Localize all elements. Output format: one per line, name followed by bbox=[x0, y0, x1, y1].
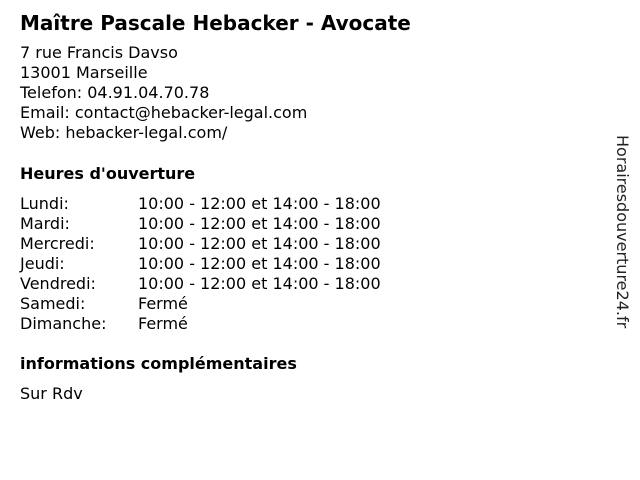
day-label: Dimanche: bbox=[20, 314, 107, 333]
day-hours: 10:00 - 12:00 et 14:00 - 18:00 bbox=[138, 234, 381, 253]
day-label: Mercredi: bbox=[20, 234, 95, 253]
email-line[interactable]: Email: contact@hebacker-legal.com bbox=[20, 103, 308, 122]
day-label: Jeudi: bbox=[20, 254, 65, 273]
street-line: 7 rue Francis Davso bbox=[20, 43, 178, 62]
hours-heading: Heures d'ouverture bbox=[20, 164, 196, 183]
hours-row-sunday bbox=[20, 314, 381, 334]
day-label: Lundi: bbox=[20, 194, 69, 213]
info-text: Sur Rdv bbox=[20, 384, 83, 403]
address-block bbox=[20, 43, 307, 143]
hours-row-monday bbox=[20, 194, 381, 214]
day-hours: 10:00 - 12:00 et 14:00 - 18:00 bbox=[138, 254, 381, 273]
day-label: Vendredi: bbox=[20, 274, 96, 293]
hours-row-saturday bbox=[20, 294, 381, 314]
hours-row-thursday bbox=[20, 254, 381, 274]
hours-list bbox=[20, 194, 381, 334]
day-hours: Fermé bbox=[138, 314, 188, 333]
day-hours: 10:00 - 12:00 et 14:00 - 18:00 bbox=[138, 214, 381, 233]
info-heading: informations complémentaires bbox=[20, 354, 297, 373]
hours-row-friday bbox=[20, 274, 381, 294]
city-line: 13001 Marseille bbox=[20, 63, 148, 82]
side-brand-watermark: Horairesdouverture24.fr bbox=[613, 135, 632, 329]
phone-line[interactable]: Telefon: 04.91.04.70.78 bbox=[20, 83, 210, 102]
hours-row-wednesday bbox=[20, 234, 381, 254]
page-title: Maître Pascale Hebacker - Avocate bbox=[20, 11, 411, 35]
day-hours: 10:00 - 12:00 et 14:00 - 18:00 bbox=[138, 194, 381, 213]
day-label: Mardi: bbox=[20, 214, 70, 233]
day-hours: Fermé bbox=[138, 294, 188, 313]
day-hours: 10:00 - 12:00 et 14:00 - 18:00 bbox=[138, 274, 381, 293]
web-line[interactable]: Web: hebacker-legal.com/ bbox=[20, 123, 228, 142]
day-label: Samedi: bbox=[20, 294, 86, 313]
hours-row-tuesday bbox=[20, 214, 381, 234]
